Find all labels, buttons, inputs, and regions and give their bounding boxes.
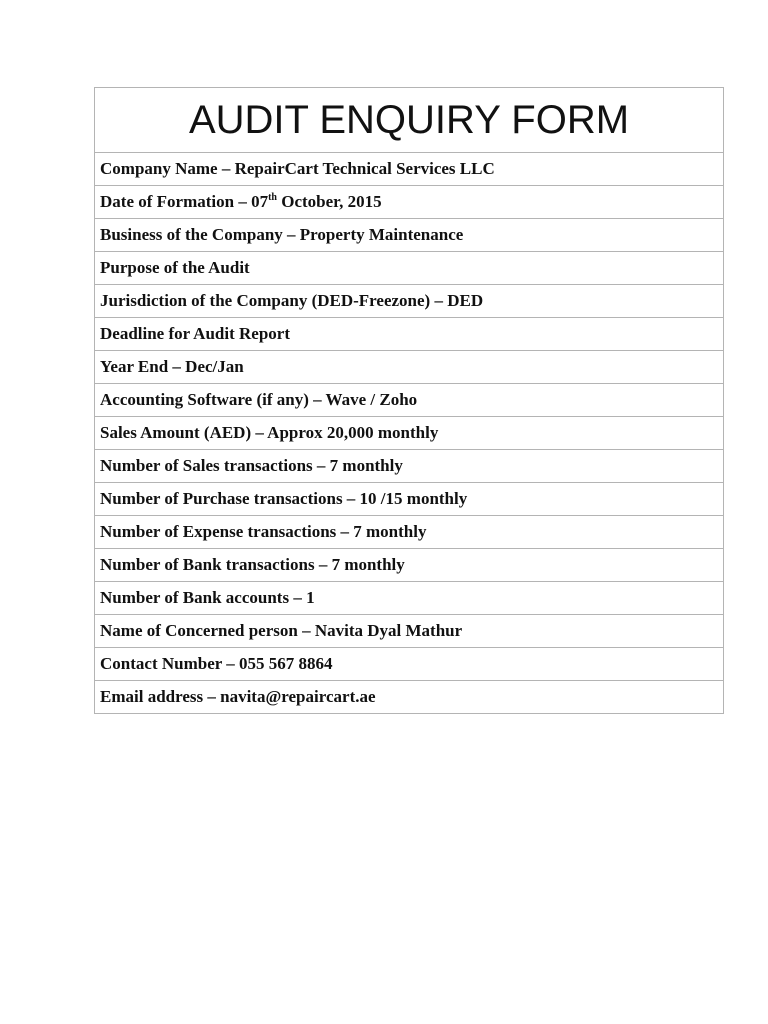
sales-amount-field: Sales Amount (AED) – Approx 20,000 monthly [95, 417, 724, 450]
accounting-software-field: Accounting Software (if any) – Wave / Zoho [95, 384, 724, 417]
expense-transactions-field: Number of Expense transactions – 7 monthly [95, 516, 724, 549]
concerned-person-row [95, 615, 724, 648]
business-row [95, 219, 724, 252]
deadline-field: Deadline for Audit Report [95, 318, 724, 351]
year-end-field: Year End – Dec/Jan [95, 351, 724, 384]
date-ordinal-suffix: th [268, 192, 277, 203]
jurisdiction-field: Jurisdiction of the Company (DED-Freezone) – DED [95, 285, 724, 318]
form-title-row [95, 88, 724, 153]
date-of-formation-field [95, 186, 724, 219]
contact-number-row [95, 648, 724, 681]
jurisdiction-row [95, 285, 724, 318]
contact-number-field: Contact Number – 055 567 8864 [95, 648, 724, 681]
email-address-row [95, 681, 724, 714]
purpose-row [95, 252, 724, 285]
sales-amount-row [95, 417, 724, 450]
company-name-field: Company Name – RepairCart Technical Services LLC [95, 153, 724, 186]
year-end-row [95, 351, 724, 384]
accounting-software-row [95, 384, 724, 417]
date-of-formation-month-year: October, 2015 [276, 192, 382, 211]
expense-transactions-row [95, 516, 724, 549]
audit-enquiry-form-table [94, 87, 724, 714]
bank-accounts-field: Number of Bank accounts – 1 [95, 582, 724, 615]
date-of-formation-row [95, 186, 724, 219]
date-of-formation-text: Date of Formation – 07 [100, 192, 269, 211]
purchase-transactions-row [95, 483, 724, 516]
business-of-company-field: Business of the Company – Property Maintenance [95, 219, 724, 252]
bank-transactions-field: Number of Bank transactions – 7 monthly [95, 549, 724, 582]
bank-transactions-row [95, 549, 724, 582]
email-address-field: Email address – navita@repaircart.ae [95, 681, 724, 714]
sales-transactions-field: Number of Sales transactions – 7 monthly [95, 450, 724, 483]
concerned-person-field: Name of Concerned person – Navita Dyal Mathur [95, 615, 724, 648]
company-name-row [95, 153, 724, 186]
sales-transactions-row [95, 450, 724, 483]
deadline-row [95, 318, 724, 351]
form-title: AUDIT ENQUIRY FORM [95, 88, 724, 153]
bank-accounts-row [95, 582, 724, 615]
purchase-transactions-field: Number of Purchase transactions – 10 /15 monthly [95, 483, 724, 516]
purpose-of-audit-field: Purpose of the Audit [95, 252, 724, 285]
